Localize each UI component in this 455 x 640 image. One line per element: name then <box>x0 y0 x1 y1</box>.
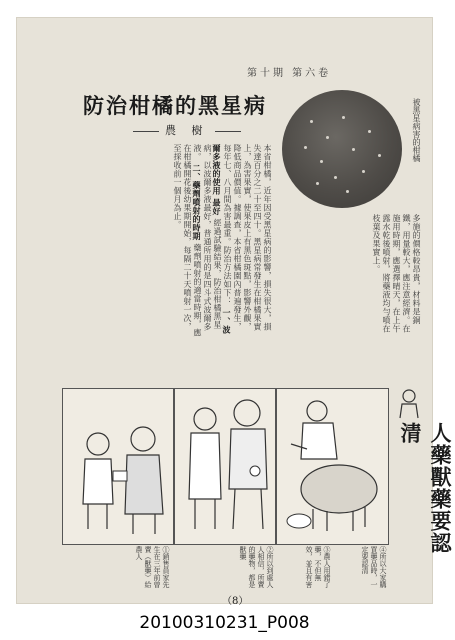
person-icon <box>397 388 421 418</box>
body-paragraph-3: 藥劑噴射的適當時期，應在柑橘開花後幼果期開始，每隔二十天噴射一次，至採收前一個月為止。 <box>173 144 202 338</box>
cartoon-caption-3: ③農人用錯了藥，不但無效，並且有害 <box>305 546 331 588</box>
cartoon-title-column <box>391 388 453 563</box>
subhead-1: 一、波爾多液的使用 最好 <box>212 144 232 335</box>
photo-caption: 被黑星病害的柑橘 <box>412 98 421 162</box>
article-body-left <box>62 144 272 339</box>
subhead-2: 二、藥劑噴射的時期 <box>192 164 202 241</box>
cartoon-illustration-3 <box>277 389 388 544</box>
diseased-citrus-photo <box>282 90 402 208</box>
cartoon-illustration-2 <box>175 389 275 544</box>
magazine-page <box>17 18 453 607</box>
cartoon-captions <box>62 546 387 588</box>
cartoon-caption-1: ①銷售員家先生在三年前曾賣（獸藥）給農人 <box>135 546 170 588</box>
cartoon-title: 人藥獸藥要認清 <box>398 422 453 554</box>
cartoon-panel-1 <box>62 388 174 545</box>
body-paragraph-2: 經過試驗結果，防治柑橘黑星病，以波爾多液最好，普通所用的是四斗式波爾多液。 <box>193 144 222 331</box>
article-title: 防治柑橘的黑星病 <box>83 93 267 118</box>
cartoon-caption-2: ②所以到處人人相信，所賣的藥物，都是獸藥 <box>239 546 274 588</box>
article-body-right: 多施的價格較昂貴，材料是銅鐵，用量較大，應注意經濟。在施用時期，應選擇晴天，在上午露水乾後噴射，將藥液均勻噴在枝葉及果實上。 <box>372 214 421 333</box>
cartoon-panel-3 <box>276 388 389 545</box>
body-paragraph-1: 本省柑橘，近年因受黑星病的影響，損失很大，損失達百分之二十至四十。黑星病常發生在柑橘果實上，為害果實，使果皮上有黑色斑點，影響外觀，降低商品價值。據調查，本省柑橘園內普遍發生，每年七、八月間為害最重。防治方法如下： <box>223 144 272 331</box>
article-author: 農 樹 <box>127 122 247 138</box>
cartoon-panel-2 <box>174 388 276 545</box>
cartoon-caption-4: ④所以大家購買藥品時，一定要認清 <box>361 546 387 588</box>
cartoon-strip <box>62 388 387 543</box>
issue-header: 第十期 第六卷 <box>247 68 332 79</box>
cartoon-illustration-1 <box>63 389 173 544</box>
page-number: （8） <box>222 596 249 607</box>
file-label: 20100310231_P008 <box>139 613 310 633</box>
